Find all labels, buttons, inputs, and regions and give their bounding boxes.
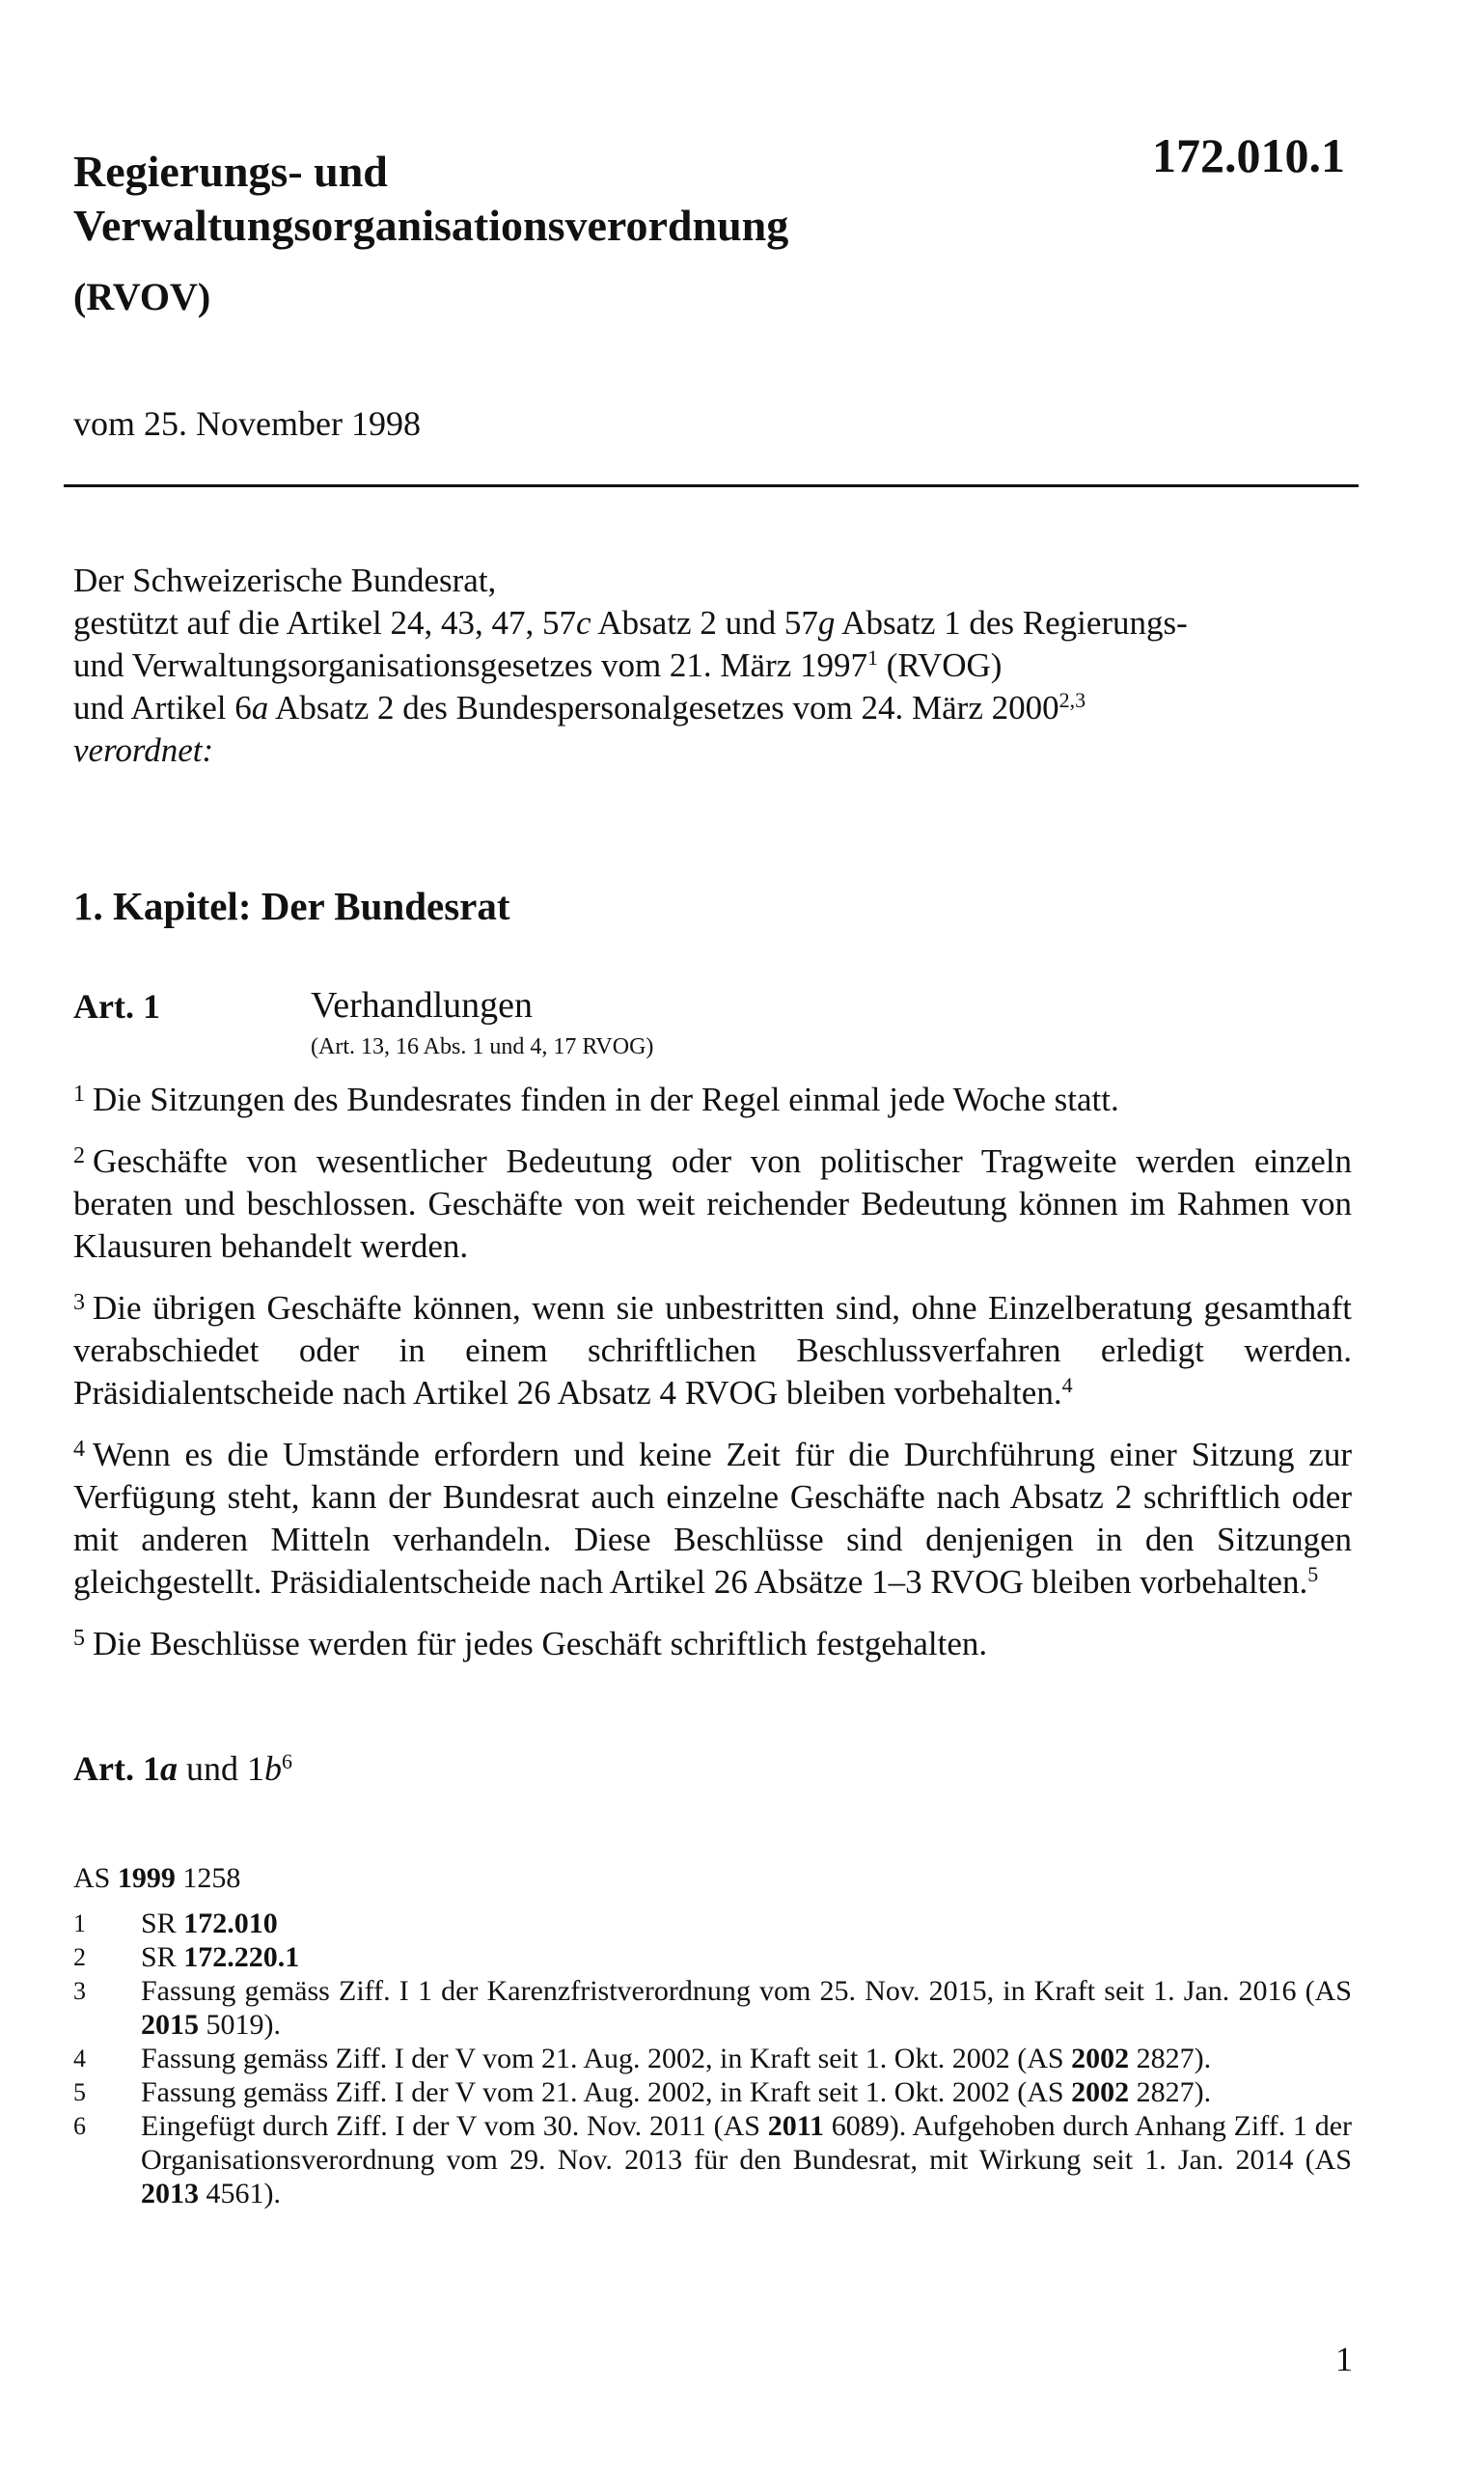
document-abbreviation: (RVOV) <box>73 275 211 318</box>
article-paragraph: $^2$ Geschäfte von wesentlicher Bedeutung oder von politischer Tragweite werden einzeln beraten und beschlossen. Geschäfte von weit reichender Bedeutung können im Rahmen von Klausuren behandelt werden. <box>73 1142 1352 1265</box>
preamble-line-2: gestützt auf die Artikel 24, 43, 47, 57c Absatz 2 und 57g Absatz 1 des Regierungs- <box>73 604 1188 642</box>
document-date: vom 25. November 1998 <box>73 404 421 443</box>
article-1a-1b-heading: Art. 1a und $1b^6$ <box>73 1749 292 1788</box>
footnote-ref-6[interactable]: 6 <box>281 1749 292 1773</box>
footnote: 6 Eingefügt durch Ziff. I der V vom 30. Nov. 2011 (AS 2011 6089). Aufgehoben durch Anhang Ziff. 1 der Organisationsverordnung vom 29. Nov. 2013 für den Bundesrat, mit Wirkung seit 1. Jan. 2014 (AS 2013 4561). <box>73 2110 1352 2209</box>
footnote: 1 SR 172.010 <box>73 1907 278 1939</box>
title-line-1: Regierungs- und <box>73 147 388 196</box>
chapter-heading: 1. Kapitel: Der Bundesrat <box>73 884 510 928</box>
title-line-2: Verwaltungsorganisationsverordnung <box>73 201 789 250</box>
preamble-line-3: und Verwaltungsorganisationsgesetzes vom 21. März 1997$^1$ (RVOG) <box>73 645 1003 684</box>
article-paragraph: $^5$ Die Beschlüsse werden für jedes Geschäft schriftlich festgehalten. <box>73 1625 988 1662</box>
as-citation: AS 1999 1258 <box>73 1862 241 1894</box>
article-paragraph: $^3$ Die übrigen Geschäfte können, wenn sie unbestritten sind, ohne Einzelberatung gesamthaft verabschiedet oder in einem schriftlichen Beschlussverfahren erledigt werden. Präsidialentscheide nach Artikel 26 Absatz 4 RVOG bleiben vorbehalten.$^4$ <box>73 1289 1352 1412</box>
footnote: 4 Fassung gemäss Ziff. I der V vom 21. Aug. 2002, in Kraft seit 1. Okt. 2002 (AS 2002 2827). <box>73 2043 1212 2074</box>
preamble-line-1: Der Schweizerische Bundesrat, <box>73 562 497 599</box>
article-1-body <box>73 1073 1352 1679</box>
page-number: 1 <box>1335 2340 1353 2378</box>
footnote-list <box>73 1907 1352 2210</box>
footnote-ref-1[interactable]: 1 <box>867 645 879 670</box>
footnote: 2 SR 172.220.1 <box>73 1941 300 1973</box>
article-1-title: Verhandlungen <box>311 985 534 1026</box>
article-paragraph: $^4$ Wenn es die Umstände erfordern und keine Zeit für die Durchführung einer Sitzung zur Verfügung steht, kann der Bundesrat auch einzelne Geschäfte nach Absatz 2 schriftlich oder mit anderen Mitteln verhandeln. Diese Beschlüsse sind denjenigen in den Sitzungen gleichgestellt. Präsidialentscheide nach Artikel 26 Absätze 1–3 RVOG bleiben vorbehalten.$^5$ <box>73 1436 1352 1601</box>
preamble <box>73 560 1347 772</box>
document-title <box>73 145 788 253</box>
footnote-ref-5[interactable]: 5 <box>1307 1562 1319 1586</box>
sr-number: 172.010.1 <box>1152 128 1345 182</box>
footnote-ref-4[interactable]: 4 <box>1061 1373 1073 1397</box>
article-1-reference: (Art. 13, 16 Abs. 1 und 4, 17 RVOG) <box>311 1034 654 1059</box>
article-1-label: Art. 1 <box>73 987 160 1026</box>
preamble-line-4: und Artikel 6a Absatz 2 des Bundespersonalgesetzes vom 24. März 2000$^{2,3}$ <box>73 688 1086 727</box>
preamble-verordnet: verordnet: <box>73 731 214 769</box>
article-paragraph: $^1$ Die Sitzungen des Bundesrates finden in der Regel einmal jede Woche statt. <box>73 1081 1119 1118</box>
footnote: 5 Fassung gemäss Ziff. I der V vom 21. Aug. 2002, in Kraft seit 1. Okt. 2002 (AS 2002 2827). <box>73 2076 1212 2108</box>
header-divider <box>64 484 1359 487</box>
footnote: 3 Fassung gemäss Ziff. I 1 der Karenzfristverordnung vom 25. Nov. 2015, in Kraft seit 1. Jan. 2016 (AS 2015 5019). <box>73 1975 1352 2041</box>
footnote-ref-2-3[interactable]: 2,3 <box>1058 688 1086 712</box>
